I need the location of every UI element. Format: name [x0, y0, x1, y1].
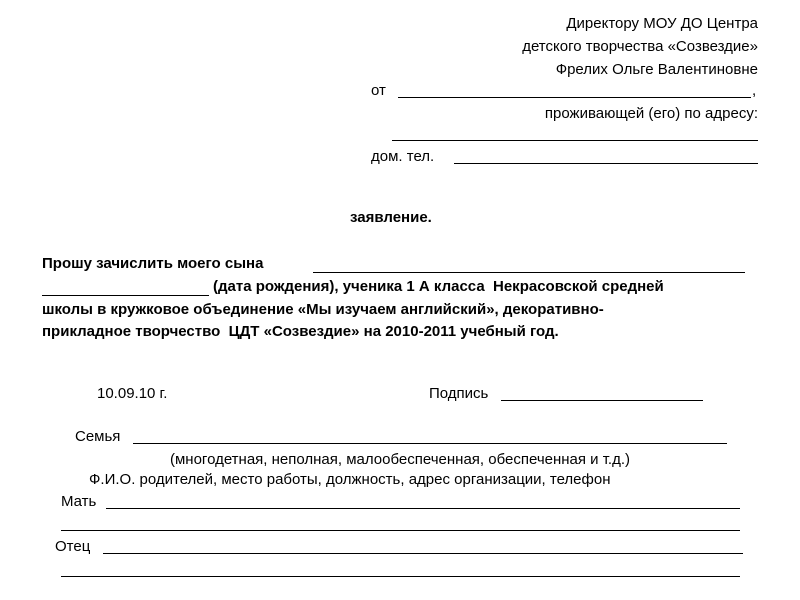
- family-label: Семья: [75, 428, 121, 445]
- father-label: Отец: [55, 538, 91, 555]
- son-name-blank-line[interactable]: [313, 272, 745, 273]
- signature-label: Подпись: [429, 385, 489, 402]
- recipient-name: Фрелих Ольге Валентиновне: [555, 61, 758, 78]
- address-label: проживающей (его) по адресу:: [544, 105, 758, 122]
- body-line-4: прикладное творчество ЦДТ «Созвездие» на 2010-2011 учебный год.: [42, 323, 559, 340]
- parents-info-label: Ф.И.О. родителей, место работы, должность, адрес организации, телефон: [89, 471, 611, 488]
- application-date: 10.09.10 г.: [97, 385, 168, 402]
- phone-label: дом. тел.: [371, 148, 435, 165]
- family-options-hint: (многодетная, неполная, малообеспеченная, обеспеченная и т.д.): [170, 451, 631, 468]
- mother-blank-line-2[interactable]: [61, 530, 740, 531]
- address-blank-line[interactable]: [392, 140, 758, 141]
- father-blank-line-2[interactable]: [61, 576, 740, 577]
- signature-blank-line[interactable]: [501, 400, 703, 401]
- father-blank-line[interactable]: [103, 553, 743, 554]
- birth-date-blank-line[interactable]: [42, 295, 209, 296]
- mother-label: Мать: [61, 493, 97, 510]
- from-blank-line[interactable]: [398, 97, 751, 98]
- body-line-3: школы в кружковое объединение «Мы изучаем английский», декоративно-: [42, 301, 604, 318]
- phone-blank-line[interactable]: [454, 163, 758, 164]
- recipient-line-1: Директору МОУ ДО Центра: [566, 15, 758, 32]
- from-comma: ,: [752, 82, 757, 99]
- body-line-1: Прошу зачислить моего сына: [42, 255, 264, 272]
- family-blank-line[interactable]: [133, 443, 727, 444]
- document-title: заявление.: [350, 209, 432, 226]
- mother-blank-line[interactable]: [106, 508, 740, 509]
- from-label: от: [371, 82, 386, 99]
- recipient-line-2: детского творчества «Созвездие»: [522, 38, 758, 55]
- body-line-2: (дата рождения), ученика 1 А класса Некрасовской средней: [213, 278, 664, 295]
